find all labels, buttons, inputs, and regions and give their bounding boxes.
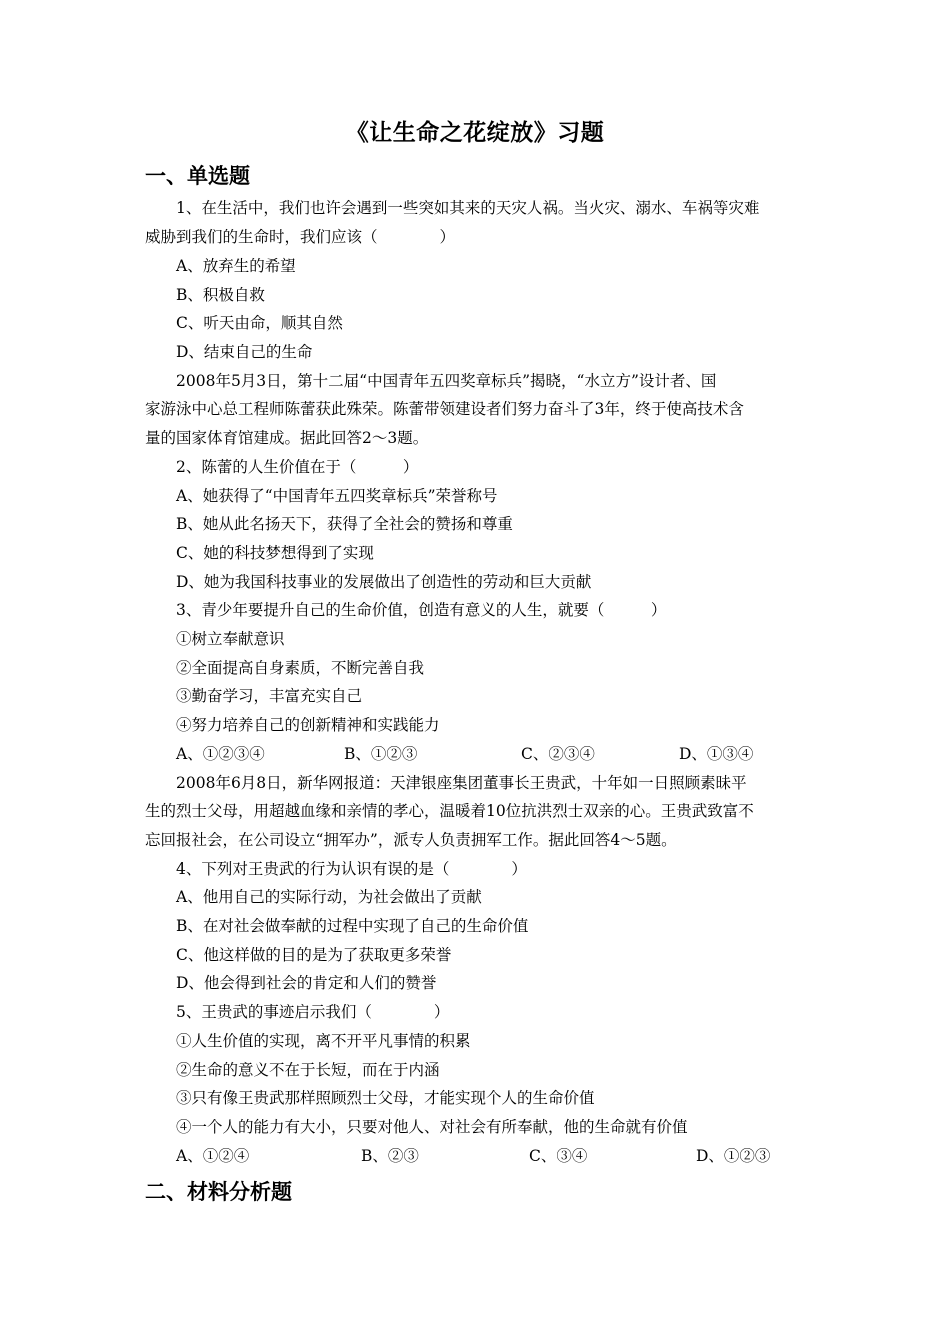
material1-line1: 2008年5月3日，第十二届“中国青年五四奖章标兵”揭晓，“水立方”设计者、国 — [176, 372, 717, 390]
q3-item-1: ①树立奉献意识 — [176, 630, 285, 648]
q2-stem: 2、陈蕾的人生价值在于（ ） — [176, 458, 419, 476]
q2-option-b: B、她从此名扬天下，获得了全社会的赞扬和尊重 — [176, 515, 513, 533]
q4-option-b: B、在对社会做奉献的过程中实现了自己的生命价值 — [176, 917, 529, 935]
q3-option-d: D、①③④ — [679, 745, 754, 763]
q3-option-c: C、②③④ — [521, 745, 595, 763]
material1-line2: 家游泳中心总工程师陈蕾获此殊荣。陈蕾带领建设者们努力奋斗了3年，终于使高技术含 — [145, 400, 744, 418]
q4-option-a: A、他用自己的实际行动，为社会做出了贡献 — [176, 888, 482, 906]
q3-option-b: B、①②③ — [344, 745, 418, 763]
q4-option-d: D、他会得到社会的肯定和人们的赞誉 — [176, 974, 437, 992]
q2-option-c: C、她的科技梦想得到了实现 — [176, 544, 374, 562]
q1-stem-line1: 1、在生活中，我们也许会遇到一些突如其来的天灾人祸。当火灾、溺水、车祸等灾难 — [176, 199, 760, 217]
q3-item-4: ④努力培养自己的创新精神和实践能力 — [176, 716, 440, 734]
document-title: 《让生命之花绽放》习题 — [345, 120, 605, 146]
q1-option-a: A、放弃生的希望 — [176, 257, 296, 275]
q2-option-a: A、她获得了“中国青年五四奖章标兵”荣誉称号 — [176, 487, 498, 505]
q3-option-a: A、①②③④ — [176, 745, 265, 763]
q5-item-2: ②生命的意义不在于长短，而在于内涵 — [176, 1061, 440, 1079]
q5-option-b: B、②③ — [361, 1147, 419, 1165]
q1-stem-line2: 威胁到我们的生命时，我们应该（ ） — [145, 228, 456, 246]
q5-option-c: C、③④ — [529, 1147, 588, 1165]
section-heading-single-choice: 一、单选题 — [145, 164, 250, 188]
q3-item-3: ③勤奋学习，丰富充实自己 — [176, 687, 363, 705]
q3-item-2: ②全面提高自身素质，不断完善自我 — [176, 659, 425, 677]
q5-stem: 5、王贵武的事迹启示我们（ ） — [176, 1003, 450, 1021]
q4-stem: 4、下列对王贵武的行为认识有误的是（ ） — [176, 860, 527, 878]
q1-option-c: C、听天由命，顺其自然 — [176, 314, 343, 332]
q1-option-d: D、结束自己的生命 — [176, 343, 313, 361]
q5-item-1: ①人生价值的实现，离不开平凡事情的积累 — [176, 1032, 471, 1050]
q5-item-3: ③只有像王贵武那样照顾烈士父母，才能实现个人的生命价值 — [176, 1089, 595, 1107]
section-heading-material-analysis: 二、材料分析题 — [145, 1180, 292, 1204]
q4-option-c: C、他这样做的目的是为了获取更多荣誉 — [176, 946, 452, 964]
material1-line3: 量的国家体育馆建成。据此回答2～3题。 — [145, 429, 429, 447]
q5-option-a: A、①②④ — [176, 1147, 250, 1165]
q1-option-b: B、积极自救 — [176, 286, 265, 304]
material2-line2: 生的烈士父母，用超越血缘和亲情的孝心，温暖着10位抗洪烈士双亲的心。王贵武致富不 — [145, 802, 754, 820]
material2-line3: 忘回报社会，在公司设立“拥军办”，派专人负责拥军工作。据此回答4～5题。 — [145, 831, 677, 849]
q3-stem: 3、青少年要提升自己的生命价值，创造有意义的人生，就要（ ） — [176, 601, 667, 619]
material2-line1: 2008年6月8日，新华网报道：天津银座集团董事长王贵武，十年如一日照顾素昧平 — [176, 774, 747, 792]
q5-item-4: ④一个人的能力有大小，只要对他人、对社会有所奉献，他的生命就有价值 — [176, 1118, 688, 1136]
q5-option-d: D、①②③ — [696, 1147, 771, 1165]
q2-option-d: D、她为我国科技事业的发展做出了创造性的劳动和巨大贡献 — [176, 573, 592, 591]
